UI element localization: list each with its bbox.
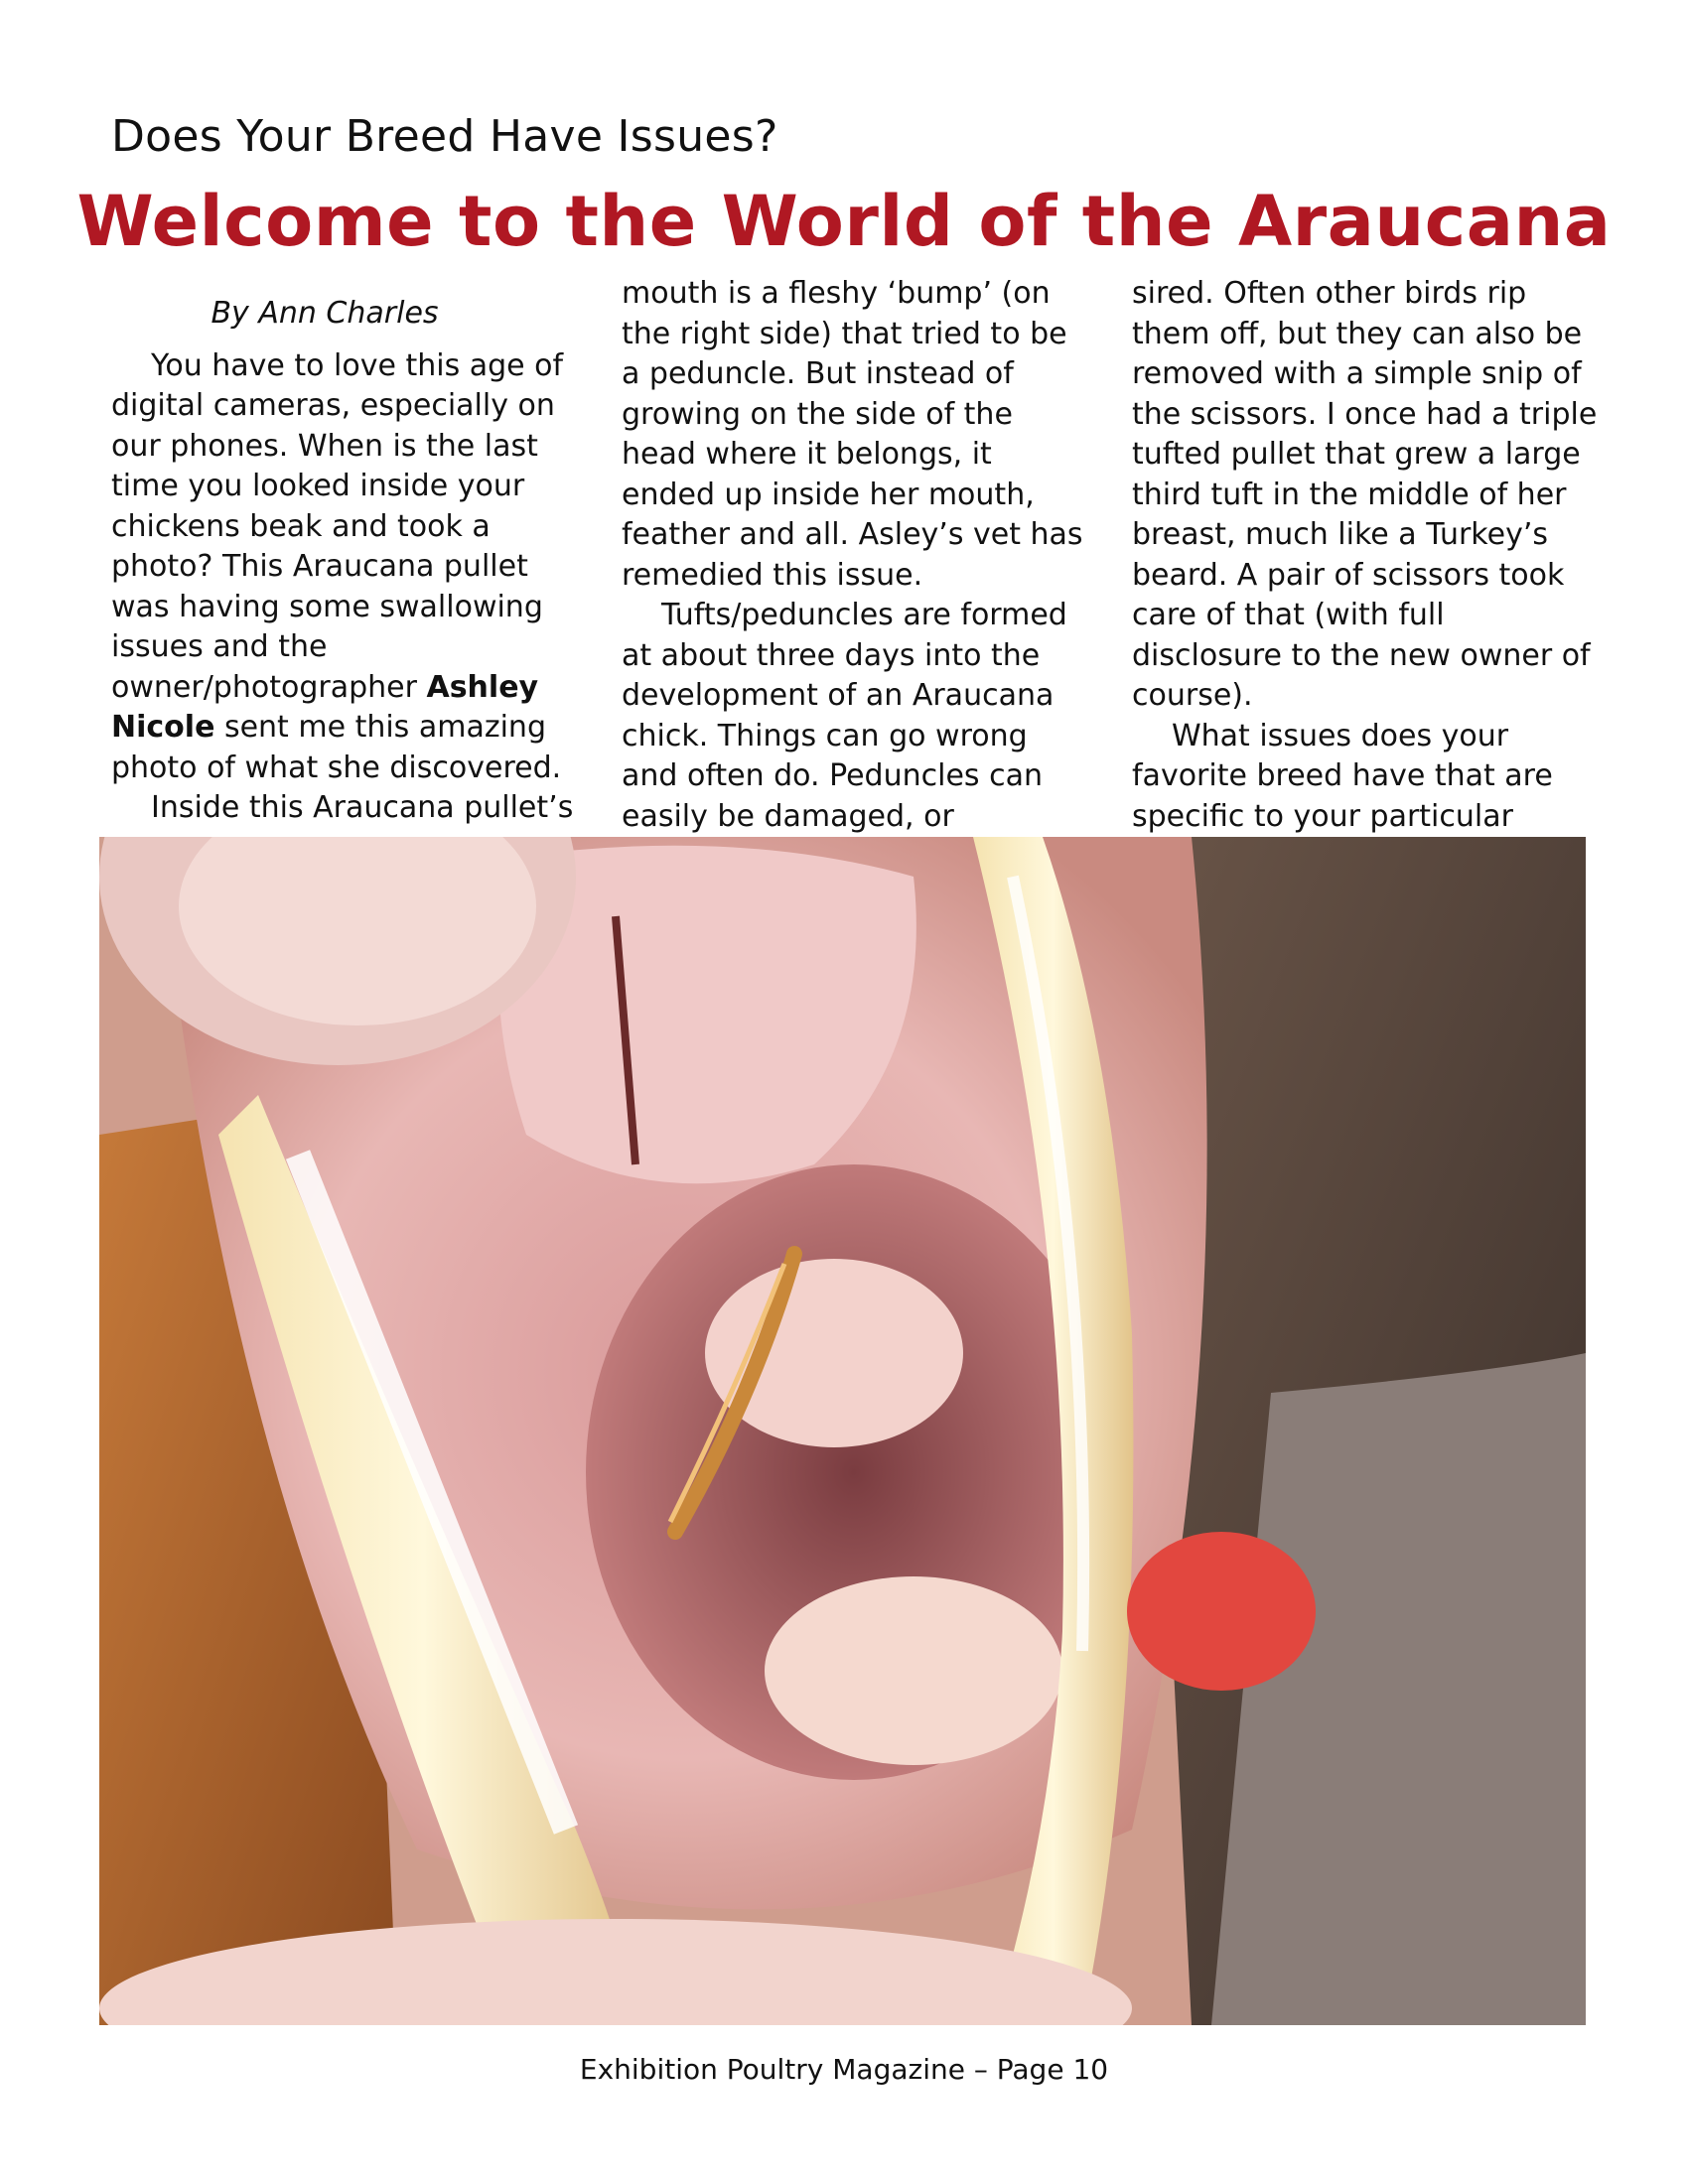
paragraph: mouth is a fleshy ‘bump’ (on the right side) that tried to be a peduncle. But instead of growing on the side of the head where it belongs, it ended up inside her mouth, feather and all. Asley’s vet has remedied this issue. [622, 276, 1083, 593]
paragraph: Tufts/peduncles are formed at about three days into the development of an Araucana chick. Things can go wrong and often do. Peduncles can easily be damaged, or [622, 598, 1067, 834]
paragraph-text: sent me this amazing photo of what she discovered. [111, 710, 562, 785]
section-kicker: Does Your Breed Have Issues? [111, 111, 778, 162]
page-title: Welcome to the World of the Araucana [76, 181, 1612, 262]
article-column-2 [622, 274, 1088, 878]
paragraph [111, 346, 578, 789]
araucana-mouth-photo [99, 837, 1586, 2025]
photographer-name: Ashley Nicole [111, 669, 539, 745]
paragraph: What issues does your favorite breed have that are specific to your particular [1132, 718, 1553, 834]
paragraph-text: You have to love this age of digital cameras, especially on our phones. When is the last time you looked inside your chickens beak and took a photo? This Araucana pullet was having some swallowing issues and the owner/photographer [111, 347, 564, 705]
article-column-1 [111, 274, 578, 829]
paragraph: sired. Often other birds rip them off, but they can also be removed with a simple snip of the scissors. I once had a triple tufted pullet that grew a large third tuft in the middle of her breast, much like a Turkey’s beard. A pair of scissors took care of that (with full disclosure to the new owner of course). [1132, 276, 1598, 713]
photo-illustration [99, 837, 1586, 2025]
article-column-3 [1132, 274, 1599, 878]
page-footer: Exhibition Poultry Magazine – Page 10 [579, 2053, 1109, 2086]
paragraph: Inside this Araucana pullet’s [151, 790, 574, 825]
byline: By Ann Charles [211, 296, 439, 331]
